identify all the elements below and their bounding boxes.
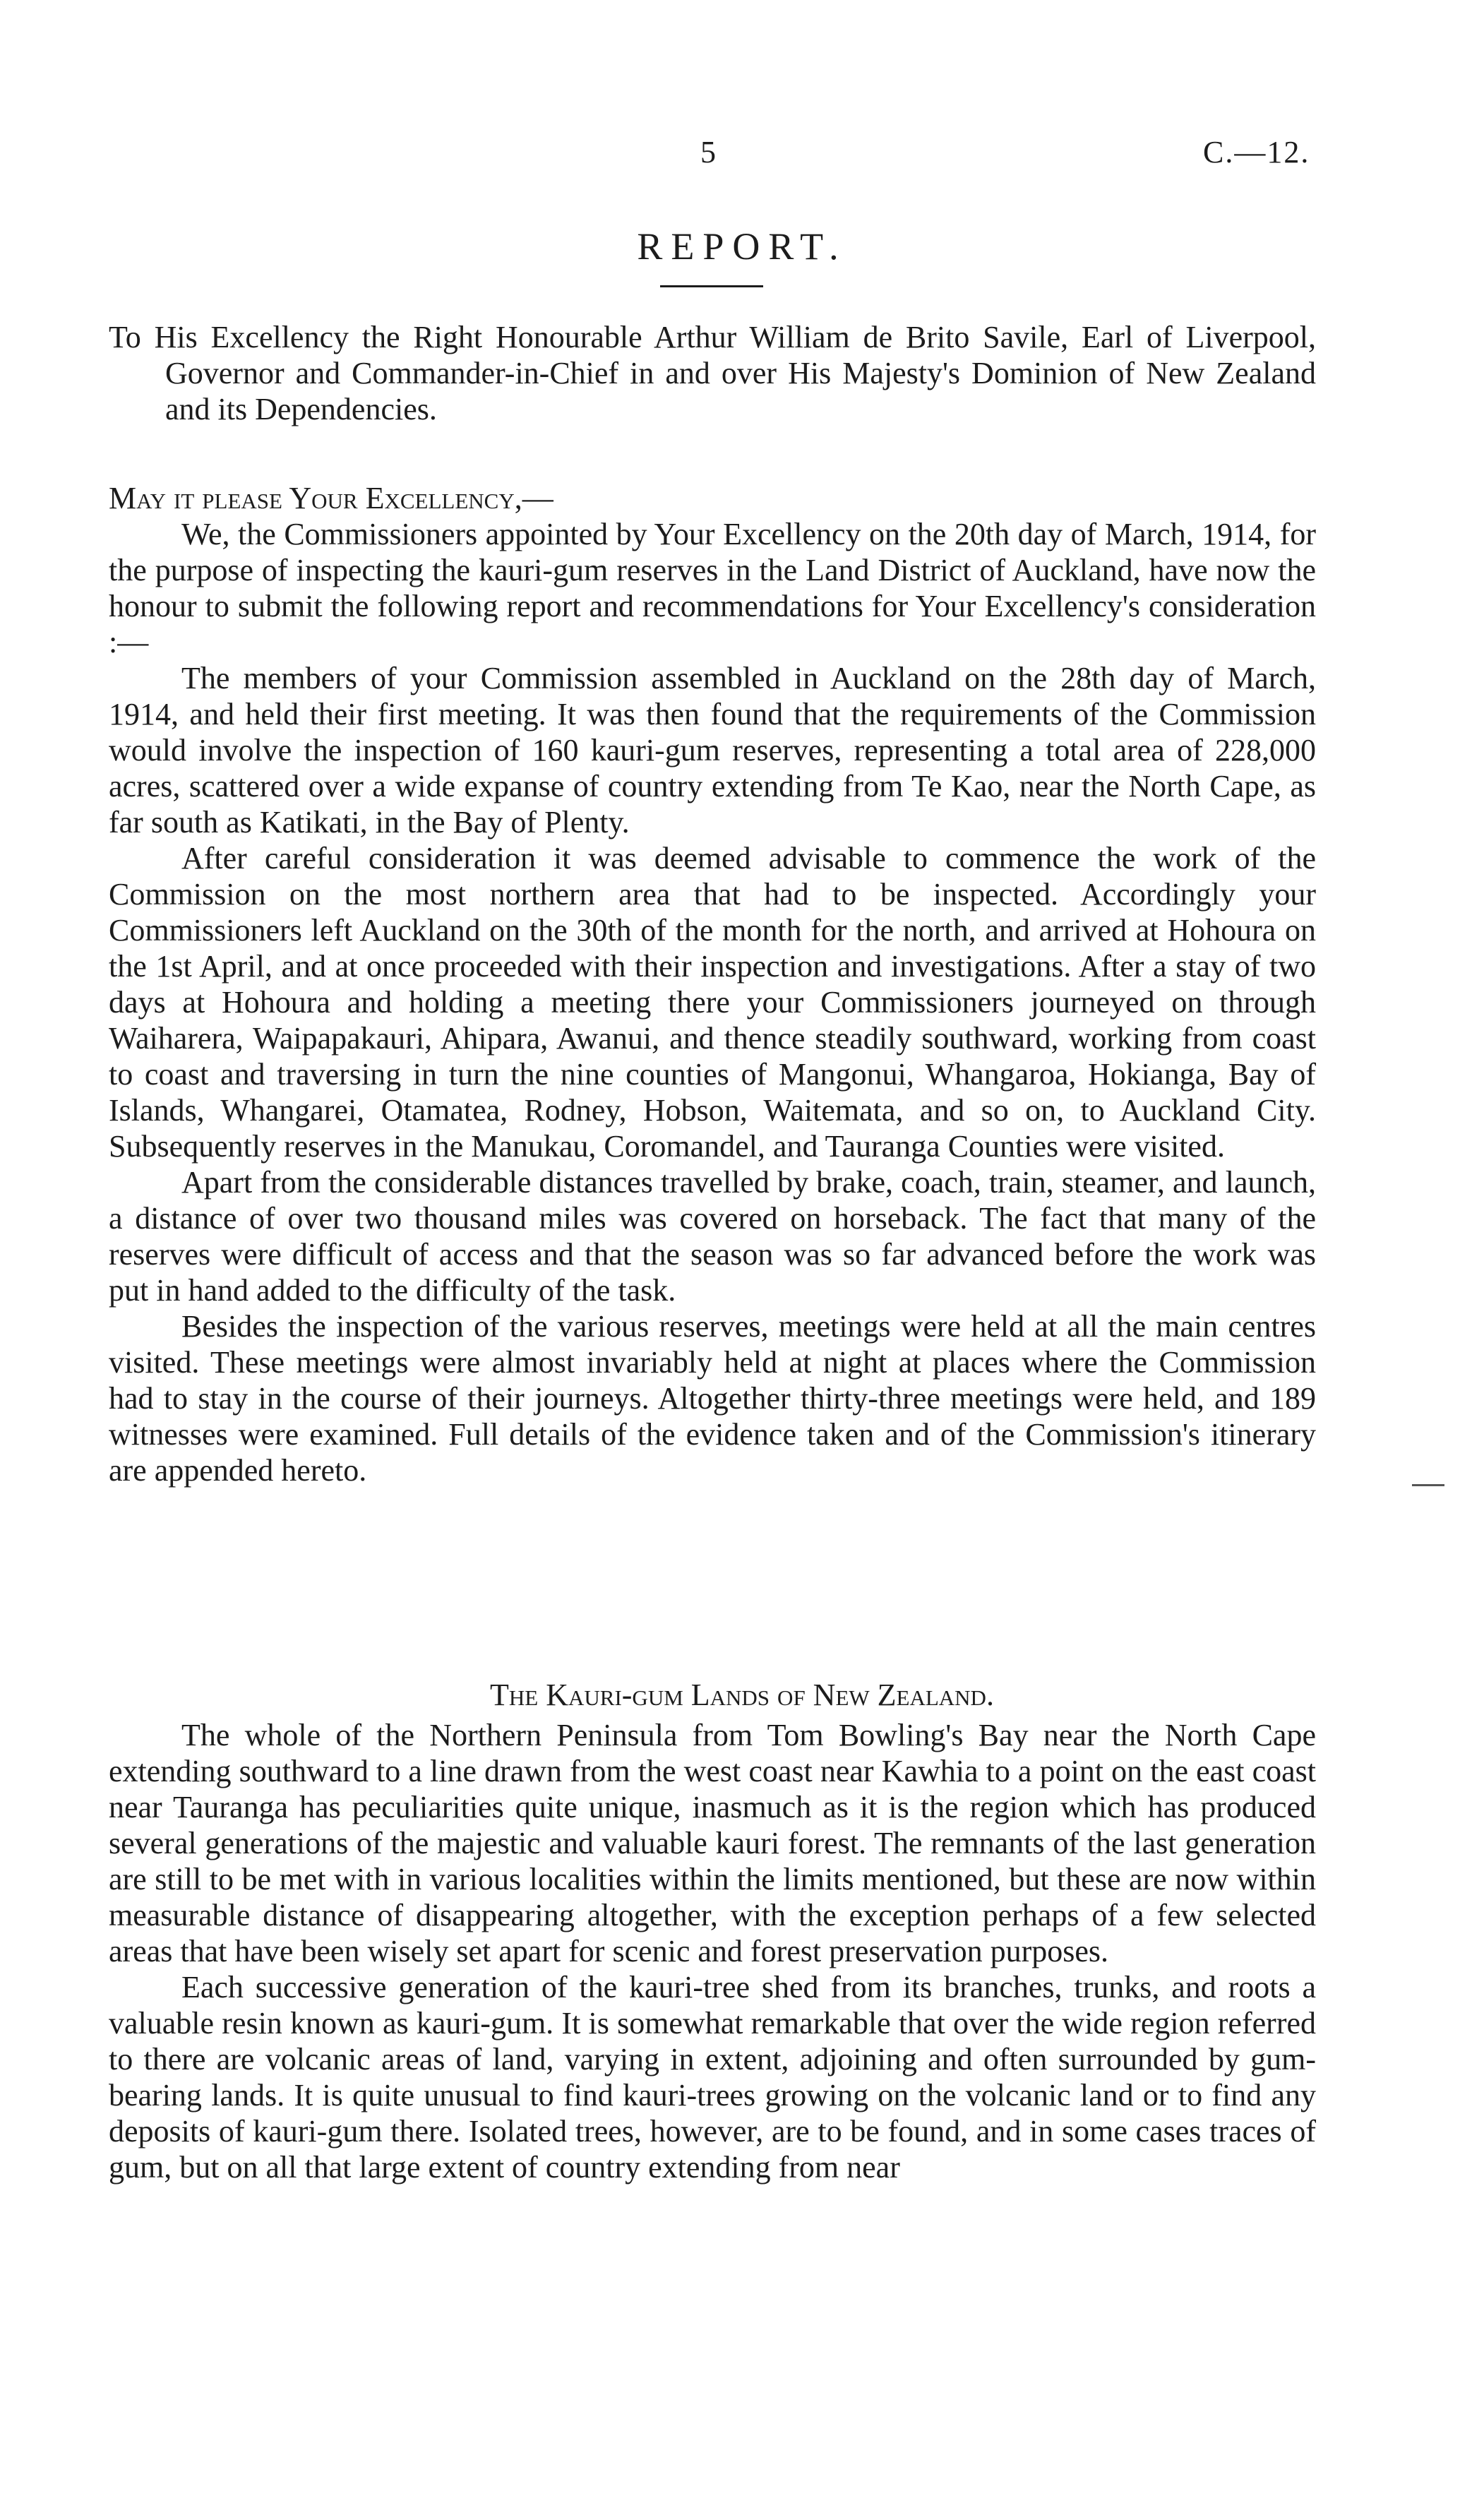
paragraph: The whole of the Northern Peninsula from Tom Bowling's Bay near the North Cape extending southward to a line drawn from the west coast near Kawhia to a point on the east coast near Tauranga has peculiarities quite unique, inasmuch as it is the region which has produced several generations of the majestic and valuable kauri forest. The remnants of the last generation are still to be met with in various localities within the limits mentioned, but these are now within measurable distance of disappearing altogether, with the exception perhaps of a few selected areas that have been wisely set apart for scenic and forest preservation purposes. — [109, 1718, 1316, 1968]
report-title: REPORT. — [637, 225, 847, 268]
page-number: 5 — [700, 135, 716, 169]
paragraph: Apart from the considerable distances travelled by brake, coach, train, steamer, and launch, a distance of over two thousand miles was covered on horseback. The fact that many of the reserves were difficult of access and that the season was so far advanced before the work was put in hand added to the difficulty of the task. — [109, 1165, 1316, 1308]
section-body — [109, 1717, 1316, 2185]
paragraph: We, the Commissioners appointed by Your Excellency on the 20th day of March, 1914, for the purpose of inspecting the kauri-gum reserves in the Land District of Auckland, have now the honour to submit the following report and recommendations for Your Excellency's consideration :— — [109, 517, 1316, 659]
paragraph: The members of your Commission assembled in Auckland on the 28th day of March, 1914, and held their first meeting. It was then found that the requirements of the Commission would involve the inspection of 160 kauri-gum reserves, representing a total area of 228,000 acres, scattered over a wide expanse of country extending from Te Kao, near the North Cape, as far south as Katikati, in the Bay of Plenty. — [109, 661, 1316, 839]
intro-body — [109, 516, 1316, 1488]
section-heading: The Kauri-gum Lands of New Zealand. — [490, 1678, 994, 1712]
address-block: To His Excellency the Right Honourable Arthur William de Brito Savile, Earl of Liverpool, Governor and Commander-in-Chief in and over His Majesty's Dominion of New Zealand and its Dependencies. — [109, 320, 1316, 426]
document-code: C.—12. — [1203, 135, 1310, 169]
salutation: May it please Your Excellency,— — [109, 481, 553, 515]
title-rule — [660, 285, 763, 287]
paragraph: After careful consideration it was deemed advisable to commence the work of the Commission on the most northern area that had to be inspected. Accordingly your Commissioners left Auckland on the 30th of the month for the north, and arrived at Hohoura on the 1st April, and at once proceeded with their inspection and investigations. After a stay of two days at Hohoura and holding a meeting there your Commissioners journeyed on through Waiharera, Waipapakauri, Ahipara, Awanui, and thence steadily southward, working from coast to coast and traversing in turn the nine counties of Mangonui, Whangaroa, Hokianga, Bay of Islands, Whangarei, Otamatea, Rodney, Hobson, Waitemata, and so on, to Auckland City. Subsequently reserves in the Manukau, Coromandel, and Tauranga Counties were visited. — [109, 841, 1316, 1164]
margin-mark — [1412, 1484, 1444, 1486]
paragraph: Each successive generation of the kauri-tree shed from its branches, trunks, and roots a valuable resin known as kauri-gum. It is somewhat remarkable that over the wide region referred to there are volcanic areas of land, varying in extent, adjoining and often surrounded by gum-bearing lands. It is quite unusual to find kauri-trees growing on the volcanic land or to find any deposits of kauri-gum there. Isolated trees, however, are to be found, and in some cases traces of gum, but on all that large extent of country extending from near — [109, 1970, 1316, 2185]
paragraph: Besides the inspection of the various reserves, meetings were held at all the main centres visited. These meetings were almost invariably held at night at places where the Commission had to stay in the course of their journeys. Altogether thirty-three meetings were held, and 189 witnesses were examined. Full details of the evidence taken and of the Commission's itinerary are appended hereto. — [109, 1309, 1316, 1488]
